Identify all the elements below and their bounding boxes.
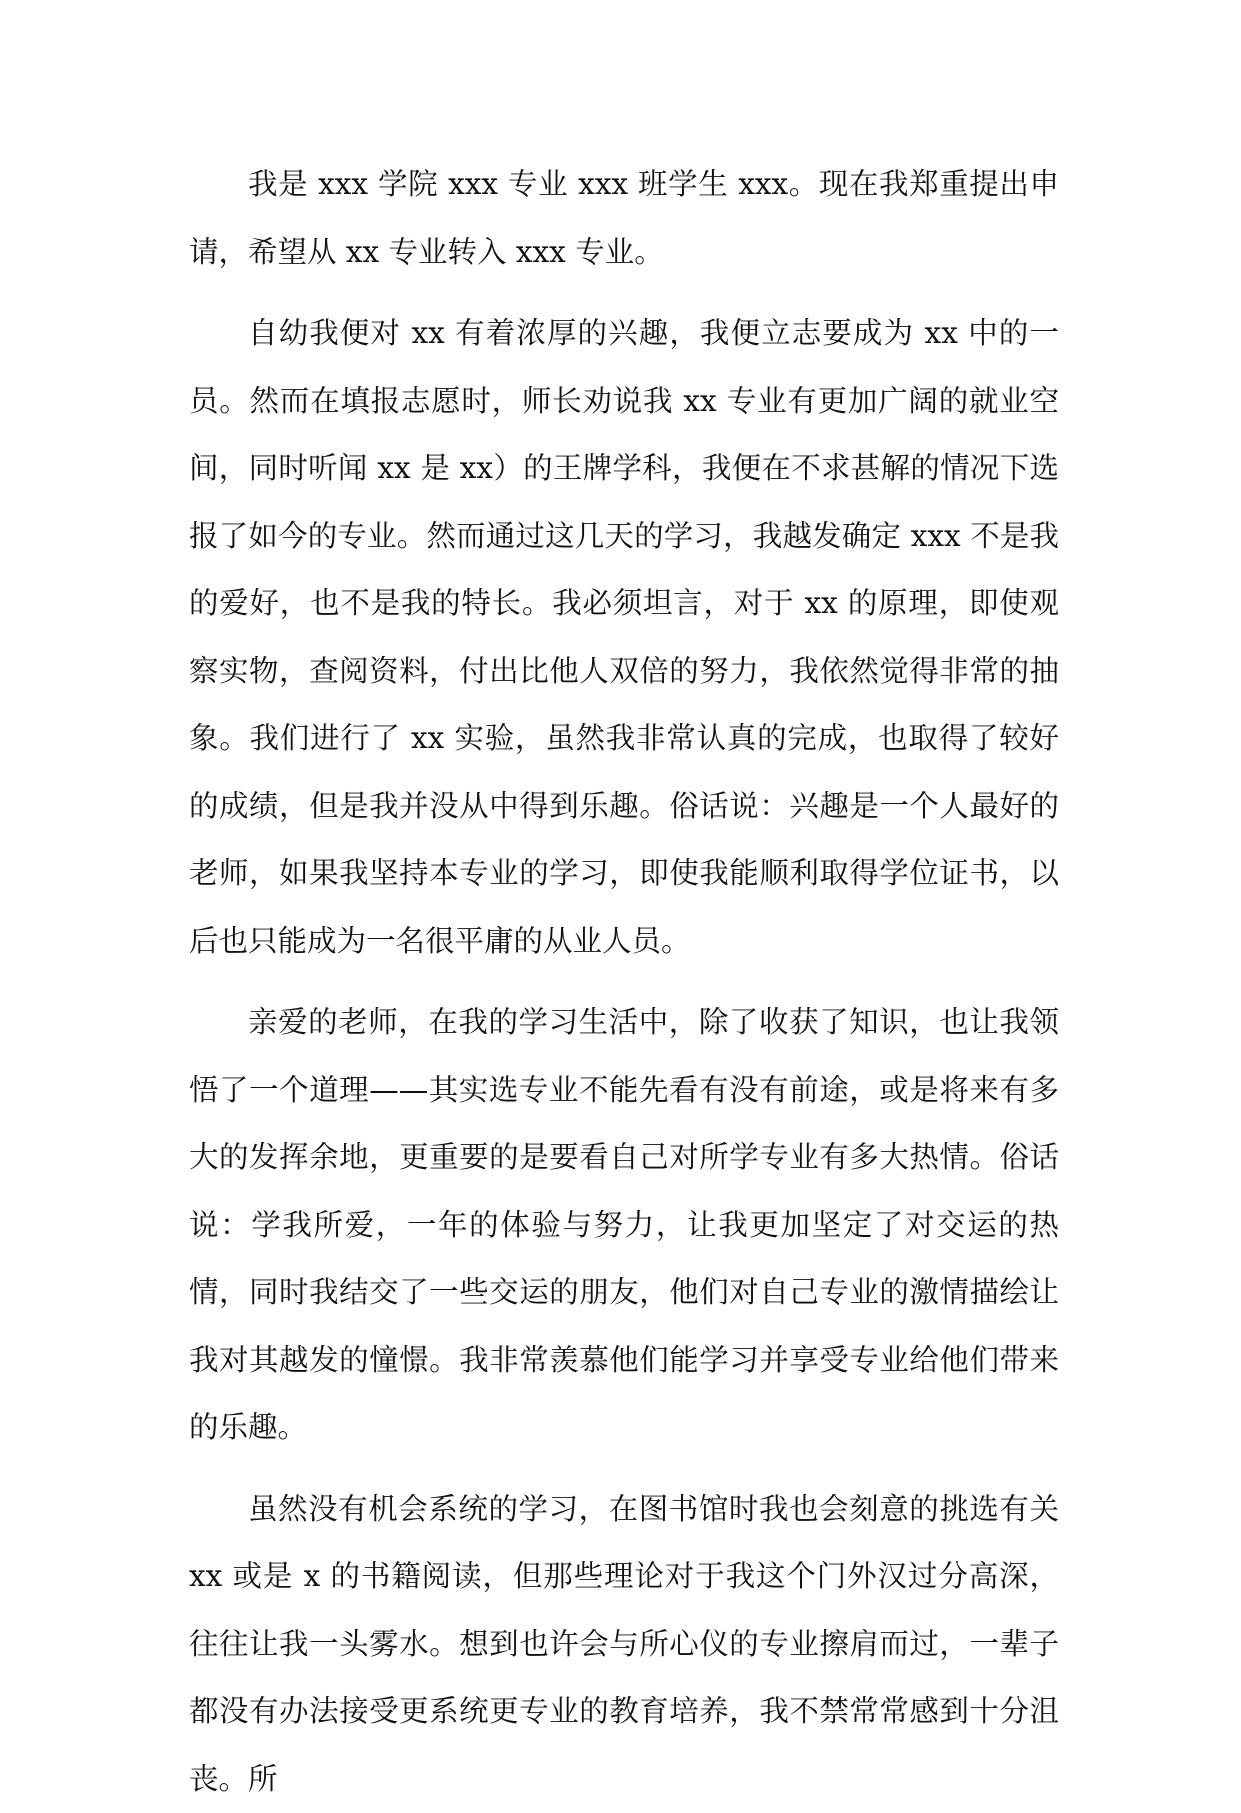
document-body: [189, 151, 1059, 1813]
paragraph-realization: 亲爱的老师，在我的学习生活中，除了收获了知识，也让我领悟了一个道理——其实选专业不能先看有没有前途，或是将来有多大的发挥余地，更重要的是要看自己对所学专业有多大热情。俗话说：学我所爱，一年的体验与努力，让我更加坚定了对交运的热情，同时我结交了一些交运的朋友，他们对自己专业的激情描绘让我对其越发的憧憬。我非常羡慕他们能学习并享受专业给他们带来的乐趣。: [189, 989, 1059, 1462]
paragraph-background-reason: 自幼我便对 xx 有着浓厚的兴趣，我便立志要成为 xx 中的一员。然而在填报志愿时，师长劝说我 xx 专业有更加广阔的就业空间，同时听闻 xx 是 xx）的王牌学科，我便在不求甚解的情况下选报了如今的专业。然而通过这几天的学习，我越发确定 xxx 不是我的爱好，也不是我的特长。我必须坦言，对于 xx 的原理，即使观察实物，查阅资料，付出比他人双倍的努力，我依然觉得非常的抽象。我们进行了 xx 实验，虽然我非常认真的完成，也取得了较好的成绩，但是我并没从中得到乐趣。俗话说：兴趣是一个人最好的老师，如果我坚持本专业的学习，即使我能顺利取得学位证书，以后也只能成为一名很平庸的从业人员。: [189, 300, 1059, 975]
paragraph-self-study: 虽然没有机会系统的学习，在图书馆时我也会刻意的挑选有关 xx 或是 x 的书籍阅读，但那些理论对于我这个门外汉过分高深，往往让我一头雾水。想到也许会与所心仪的专业擦肩而过，一辈子都没有办法接受更系统更专业的教育培养，我不禁常常感到十分沮丧。所: [189, 1476, 1059, 1813]
paragraph-application-statement: 我是 xxx 学院 xxx 专业 xxx 班学生 xxx。现在我郑重提出申请，希望从 xx 专业转入 xxx 专业。: [189, 151, 1059, 286]
